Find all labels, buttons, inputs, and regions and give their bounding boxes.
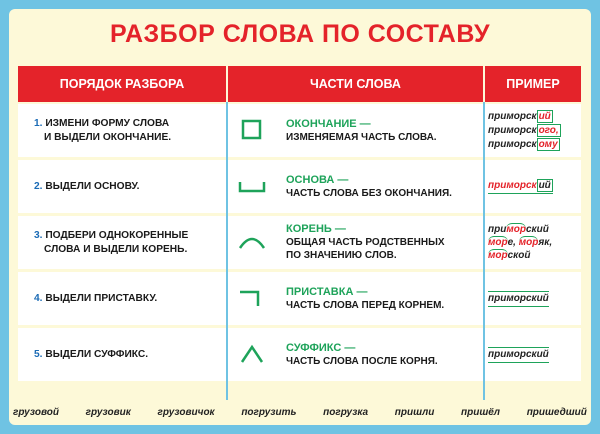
step-text: 4. ВЫДЕЛИ ПРИСТАВКУ. [34, 292, 158, 304]
analysis-table [18, 66, 581, 400]
example-words: приморский [488, 328, 581, 381]
part-description: СУФФИКС — ЧАСТЬ СЛОВА ПОСЛЕ КОРНЯ. [286, 341, 438, 367]
bottom-word-strip [12, 398, 588, 418]
ending-square-icon [228, 104, 276, 157]
step-text: 3. ПОДБЕРИ ОДНОКОРЕННЫЕ СЛОВА И ВЫДЕЛИ КОРЕНЬ. [34, 229, 189, 255]
bottom-word: погрузка [323, 407, 369, 418]
stem-bracket-icon [228, 160, 276, 213]
poster-inner [9, 9, 591, 425]
bottom-word: пришёл [461, 407, 501, 418]
bottom-word: погрузить [241, 407, 297, 418]
table-row [18, 160, 581, 213]
step-text: 5. ВЫДЕЛИ СУФФИКС. [34, 348, 149, 360]
example-words: приморск ий приморск ого, приморск ому [488, 110, 559, 150]
example-words: приморский море, моряк, морской [488, 224, 553, 261]
table-row [18, 328, 581, 381]
example-words: приморский [488, 272, 581, 325]
header-steps: ПОРЯДОК РАЗБОРА [18, 66, 226, 102]
header-parts: ЧАСТИ СЛОВА [228, 66, 483, 102]
page-title: РАЗБОР СЛОВА ПО СОСТАВУ [109, 20, 491, 48]
bottom-word: грузовичок [157, 407, 215, 418]
part-description: ОСНОВА — ЧАСТЬ СЛОВА БЕЗ ОКОНЧАНИЯ. [286, 173, 452, 199]
suffix-caret-icon [228, 328, 276, 381]
step-text: 2. ВЫДЕЛИ ОСНОВУ. [34, 180, 140, 192]
bottom-word: пришли [394, 407, 435, 418]
prefix-corner-icon [228, 272, 276, 325]
step-text: 1. ИЗМЕНИ ФОРМУ СЛОВА И ВЫДЕЛИ ОКОНЧАНИЕ. [34, 117, 172, 143]
header-example: ПРИМЕР [485, 66, 581, 102]
bottom-word: грузовой [13, 407, 59, 418]
table-row [18, 216, 581, 269]
table-row [18, 272, 581, 325]
table-row [18, 104, 581, 157]
root-arc-icon [228, 216, 276, 269]
part-description: ОКОНЧАНИЕ — ИЗМЕНЯЕМАЯ ЧАСТЬ СЛОВА. [286, 117, 437, 143]
bottom-word: грузовик [85, 407, 131, 418]
example-words: приморск ий [488, 160, 581, 213]
part-description: ПРИСТАВКА — ЧАСТЬ СЛОВА ПЕРЕД КОРНЕМ. [286, 285, 445, 311]
divider [483, 102, 485, 400]
divider [226, 102, 228, 400]
part-description: КОРЕНЬ — ОБЩАЯ ЧАСТЬ РОДСТВЕННЫХ ПО ЗНАЧЕНИЮ СЛОВ. [286, 223, 445, 261]
bottom-word: пришедший [526, 407, 587, 418]
